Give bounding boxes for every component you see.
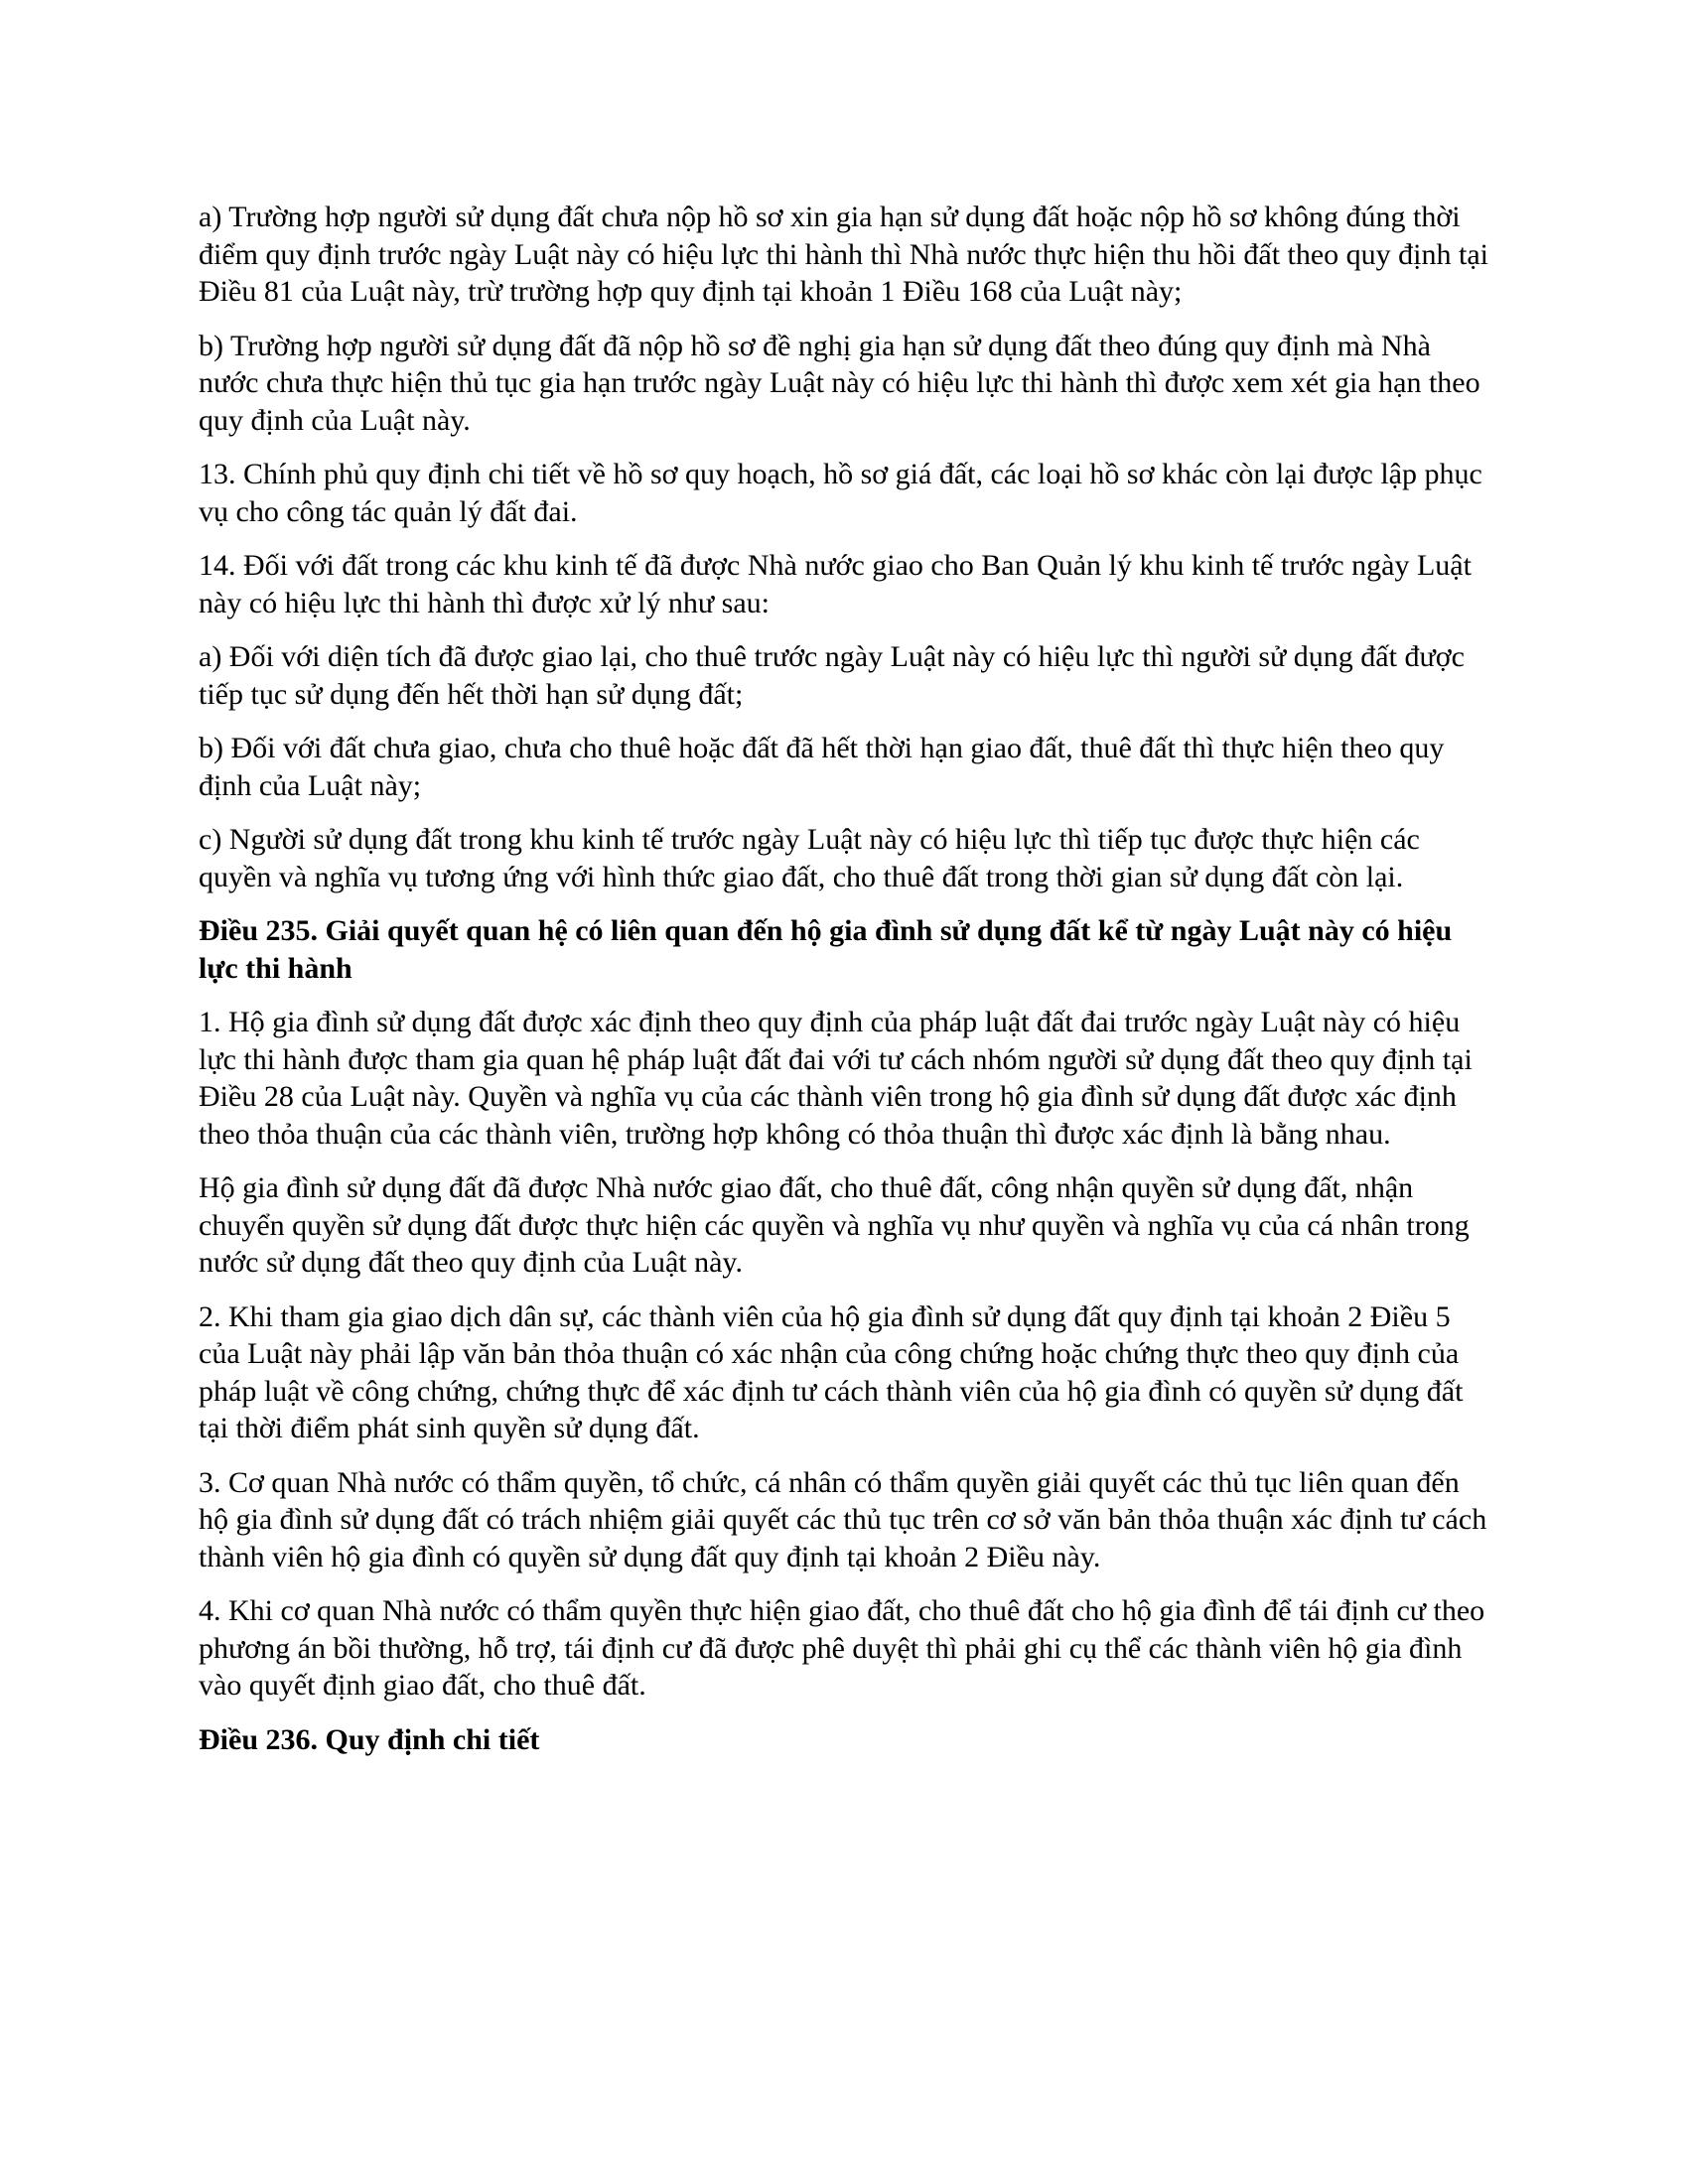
clause-12a-paragraph: a) Trường hợp người sử dụng đất chưa nộp hồ sơ xin gia hạn sử dụng đất hoặc nộp hồ sơ không đúng thời điểm quy định trước ngày Luật này có hiệu lực thi hành thì Nhà nước thực hiện thu hồi đất theo quy định tại Điều 81 của Luật này, trừ trường hợp quy định tại khoản 1 Điều 168 của Luật này; [199,201,1488,308]
document-page [199,199,1489,1775]
clause-13-paragraph: 13. Chính phủ quy định chi tiết về hồ sơ quy hoạch, hồ sơ giá đất, các loại hồ sơ khác còn lại được lập phục vụ cho công tác quản lý đất đai. [199,458,1482,528]
article-235-clause-4-paragraph: 4. Khi cơ quan Nhà nước có thẩm quyền thực hiện giao đất, cho thuê đất cho hộ gia đình để tái định cư theo phương án bồi thường, hỗ trợ, tái định cư đã được phê duyệt thì phải ghi cụ thể các thành viên hộ gia đình vào quyết định giao đất, cho thuê đất. [199,1594,1485,1702]
clause-14c-paragraph: c) Người sử dụng đất trong khu kinh tế trước ngày Luật này có hiệu lực thì tiếp tục được thực hiện các quyền và nghĩa vụ tương ứng với hình thức giao đất, cho thuê đất trong thời gian sử dụng đất còn lại. [199,823,1420,893]
article-235-clause-1-paragraph: 1. Hộ gia đình sử dụng đất được xác định theo quy định của pháp luật đất đai trước ngày Luật này có hiệu lực thi hành được tham gia quan hệ pháp luật đất đai với tư cách nhóm người sử dụng đất theo quy định tại Điều 28 của Luật này. Quyền và nghĩa vụ của các thành viên trong hộ gia đình sử dụng đất được xác định theo thỏa thuận của các thành viên, trường hợp không có thỏa thuận thì được xác định là bằng nhau. [199,1006,1473,1151]
clause-14a-paragraph: a) Đối với diện tích đã được giao lại, cho thuê trước ngày Luật này có hiệu lực thì người sử dụng đất được tiếp tục sử dụng đến hết thời hạn sử dụng đất; [199,640,1465,711]
clause-14b-paragraph: b) Đối với đất chưa giao, chưa cho thuê hoặc đất đã hết thời hạn giao đất, thuê đất thì thực hiện theo quy định của Luật này; [199,732,1445,802]
article-235-clause-2-paragraph: 2. Khi tham gia giao dịch dân sự, các thành viên của hộ gia đình sử dụng đất quy định tại khoản 2 Điều 5 của Luật này phải lập văn bản thỏa thuận có xác nhận của công chứng hoặc chứng thực theo quy định của pháp luật về công chứng, chứng thực để xác định tư cách thành viên của hộ gia đình có quyền sử dụng đất tại thời điểm phát sinh quyền sử dụng đất. [199,1299,1464,1444]
clause-12b-paragraph: b) Trường hợp người sử dụng đất đã nộp hồ sơ đề nghị gia hạn sử dụng đất theo đúng quy định mà Nhà nước chưa thực hiện thủ tục gia hạn trước ngày Luật này có hiệu lực thi hành thì được xem xét gia hạn theo quy định của Luật này. [199,329,1480,437]
article-235-heading: Điều 235. Giải quyết quan hệ có liên quan đến hộ gia đình sử dụng đất kể từ ngày Luật này có hiệu lực thi hành [199,914,1453,985]
clause-14-paragraph: 14. Đối với đất trong các khu kinh tế đã được Nhà nước giao cho Ban Quản lý khu kinh tế trước ngày Luật này có hiệu lực thi hành thì được xử lý như sau: [199,549,1472,619]
article-236-heading: Điều 236. Quy định chi tiết [199,1722,540,1756]
article-235-clause-3-paragraph: 3. Cơ quan Nhà nước có thẩm quyền, tổ chức, cá nhân có thẩm quyền giải quyết các thủ tục liên quan đến hộ gia đình sử dụng đất có trách nhiệm giải quyết các thủ tục trên cơ sở văn bản thỏa thuận xác định tư cách thành viên hộ gia đình có quyền sử dụng đất quy định tại khoản 2 Điều này. [199,1465,1487,1573]
article-235-clause-1-continued-paragraph: Hộ gia đình sử dụng đất đã được Nhà nước giao đất, cho thuê đất, công nhận quyền sử dụng đất, nhận chuyển quyền sử dụng đất được thực hiện các quyền và nghĩa vụ như quyền và nghĩa vụ của cá nhân trong nước sử dụng đất theo quy định của Luật này. [199,1171,1470,1279]
